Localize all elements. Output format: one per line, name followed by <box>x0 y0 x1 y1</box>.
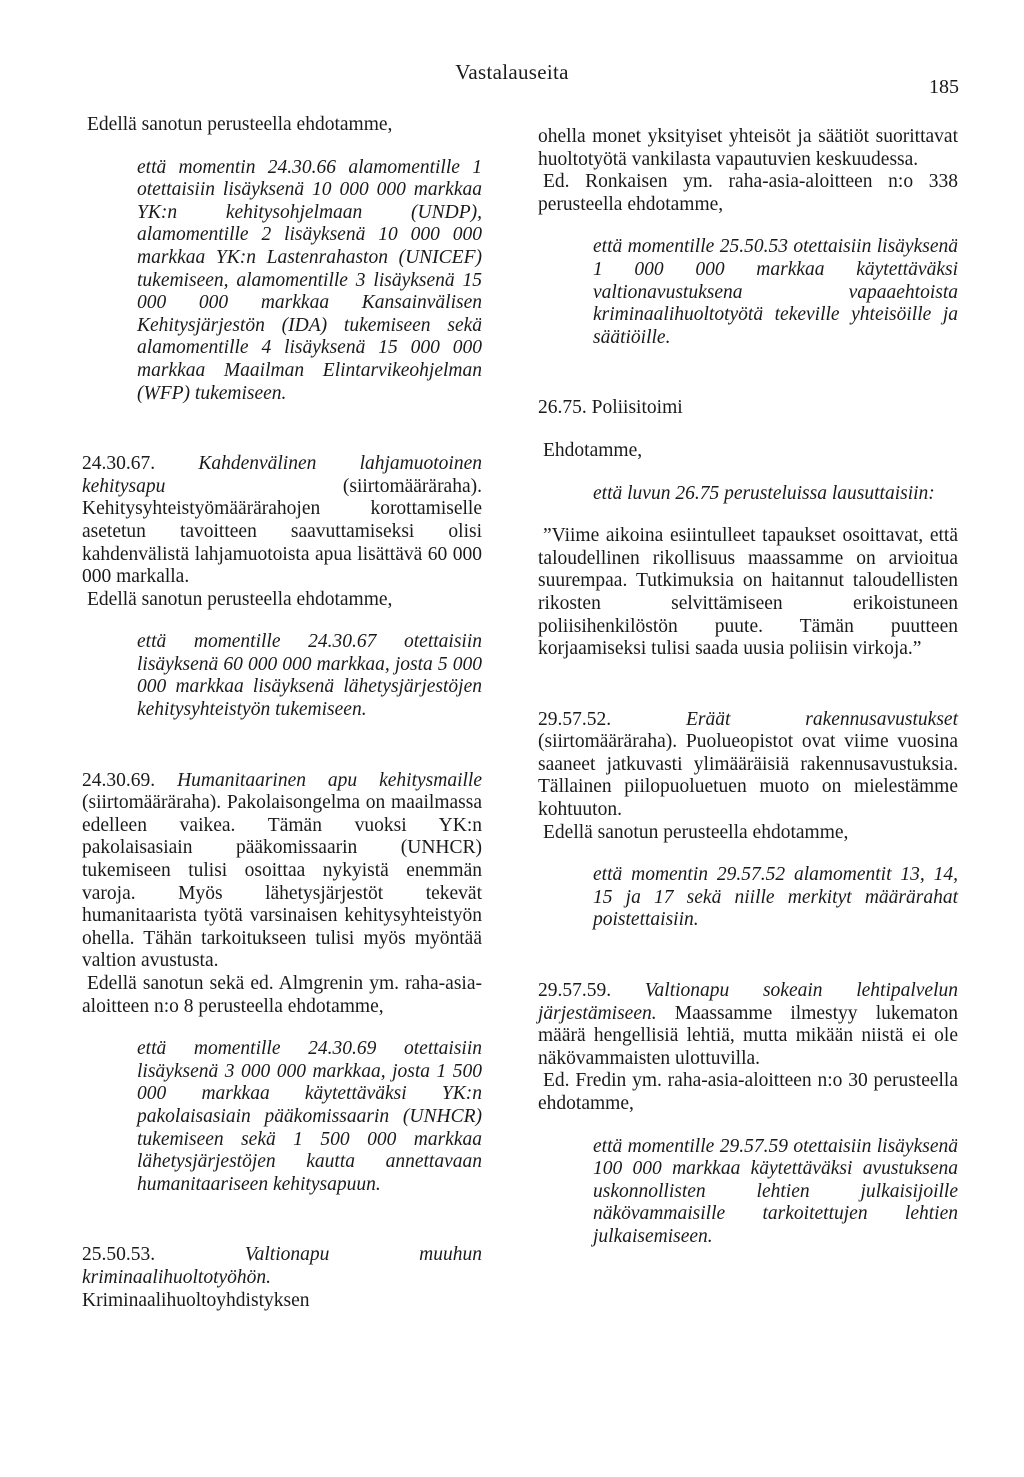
section-number: 26.75. <box>538 397 587 419</box>
section-title: Valtionapu muuhun kriminaalihuoltotyöhön. <box>82 1244 482 1288</box>
section-body: (siirtomääräraha). Puolueopistot ovat viime vuosina saaneet jatkuvasti ylimääräisiä rakennusavustuksia. Tällainen piilopuoluetuen muoto on mielestämme kohtuuton. <box>538 731 958 821</box>
proposal: että momentille 25.50.53 otettaisiin lisäyksenä 1 000 000 markkaa käytettäväksi valtionavustuksena vapaaehtoista kriminaalihuoltotyötä tekeville yhteisöille ja säätiöille. <box>593 236 958 348</box>
section-body: Maassamme ilmestyy lukematon määrä hengellisiä lehtiä, mutta mikään niistä ei ole näkövammaisten ulottuvilla. <box>538 1002 959 1069</box>
page-number: 185 <box>929 76 959 98</box>
paragraph: Edellä sanotun perusteella ehdotamme, <box>87 588 393 610</box>
paragraph: Edellä sanotun perusteella ehdotamme, <box>87 114 393 135</box>
paragraph: Ed. Ronkaisen ym. raha-asia-aloitteen n:o 338 perusteella ehdotamme, <box>538 171 958 215</box>
proposal: että momentille 29.57.59 otettaisiin lisäyksenä 100 000 markkaa käytettäväksi avustuksena uskonnollisten lehtien julkaisijoille näkövammaisille tarkoitettujen lehtien julkaisemiseen. <box>593 1135 958 1247</box>
quote-paragraph: ”Viime aikoina esiintulleet tapaukset osoittavat, että taloudellinen rikollisuus maassamme on arvioitua suurempaa. Tutkimuksia on haitannut taloudellisten rikosten selvittämiseen erikoistuneen poliisihenkilöstön puute. Tämän puutteen korjaamiseksi tulisi saada uusia poliisin virkoja.” <box>538 525 958 660</box>
section-heading <box>538 397 958 420</box>
section-title: Poliisitoimi <box>591 397 683 419</box>
section-paragraph <box>82 770 482 973</box>
section-number: 29.57.59. <box>538 980 612 1002</box>
section-paragraph <box>538 709 958 822</box>
section-body: (siirtomääräraha). Kehitysyhteistyömäärärahojen korottamiselle asetetun tavoitteen saavuttamiseksi olisi kahdenvälistä lahjamuotoista apua lisättävä 60 000 000 markalla. <box>82 475 482 588</box>
running-header: Vastalauseita <box>455 60 569 84</box>
section-paragraph <box>82 1244 482 1312</box>
section-number: 29.57.52. <box>538 708 612 730</box>
section-title: Valtionapu sokeain lehtipalvelun järjestämiseen. <box>538 980 959 1024</box>
proposal: että momentin 24.30.66 alamomentille 1 otettaisiin lisäyksenä 10 000 000 markkaa YK:n kehitysohjelmaan (UNDP), alamomentille 2 lisäyksenä 10 000 000 markkaa YK:n Lastenrahaston (UNICEF) tukemiseen, alamomentille 3 lisäyksenä 15 000 000 markkaa Kansainvälisen Kehitysjärjestön (IDA) tukemiseen sekä alamomentille 4 lisäyksenä 15 000 000 markkaa Maailman Elintarvikeohjelman (WFP) tukemiseen. <box>137 156 482 404</box>
paragraph: Edellä sanotun sekä ed. Almgrenin ym. raha-asia-aloitteen n:o 8 perusteella ehdotamme, <box>82 973 482 1017</box>
proposal: että momentille 24.30.67 otettaisiin lisäyksenä 60 000 000 markkaa, josta 5 000 000 markkaa lisäyksenä lähetysjärjestöjen kehitysyhteistyön tukemiseen. <box>137 631 482 721</box>
proposal: että luvun 26.75 perusteluissa lausuttaisiin: <box>593 482 935 504</box>
paragraph: ohella monet yksityiset yhteisöt ja säätiöt suorittavat huoltotyötä vankilasta vapautuvien keskuudessa. <box>538 126 958 170</box>
section-title: Humanitaarinen apu kehitysmaille <box>177 769 483 791</box>
section-number: 25.50.53. <box>82 1244 156 1266</box>
paragraph: Ehdotamme, <box>543 439 643 461</box>
paragraph: Edellä sanotun perusteella ehdotamme, <box>543 821 849 843</box>
proposal: että momentin 29.57.52 alamomentit 13, 14, 15 ja 17 sekä niille merkityt määrärahat poistettaisiin. <box>593 864 958 931</box>
paragraph: Ed. Fredin ym. raha-asia-aloitteen n:o 30 perusteella ehdotamme, <box>538 1070 958 1114</box>
right-column <box>538 126 958 1249</box>
section-paragraph <box>538 980 958 1070</box>
section-number: 24.30.67. <box>82 453 156 475</box>
section-paragraph <box>82 453 482 589</box>
section-title: Kahdenvälinen lahjamuotoinen kehitysapu <box>82 453 482 497</box>
proposal: että momentille 24.30.69 otettaisiin lisäyksenä 3 000 000 markkaa, josta 1 500 000 markkaa käytettäväksi YK:n pakolaisasiain pääkomissaarin (UNHCR) tukemiseen sekä 1 500 000 markkaa lähetysjärjestöjen kautta annettavaan humanitaariseen kehitysapuun. <box>137 1038 482 1195</box>
section-number: 24.30.69. <box>82 769 156 791</box>
section-title: Eräät rakennusavustukset <box>686 708 958 730</box>
left-column <box>82 114 482 1312</box>
section-body: (siirtomääräraha). Pakolaisongelma on maailmassa edelleen vaikea. Tämän vuoksi YK:n pakolaisasiain pääkomissaarin (UNHCR) tukemiseen tulisi osoittaa nykyistä enemmän varoja. Myös lähetysjärjestöt tekevät humanitaarista työtä varsinaisen kehitysyhteistyön ohella. Tähän tarkoitukseen tulisi myös myöntää valtion avustusta. <box>82 792 482 972</box>
section-body: Kriminaalihuoltoyhdistyksen <box>82 1289 310 1311</box>
